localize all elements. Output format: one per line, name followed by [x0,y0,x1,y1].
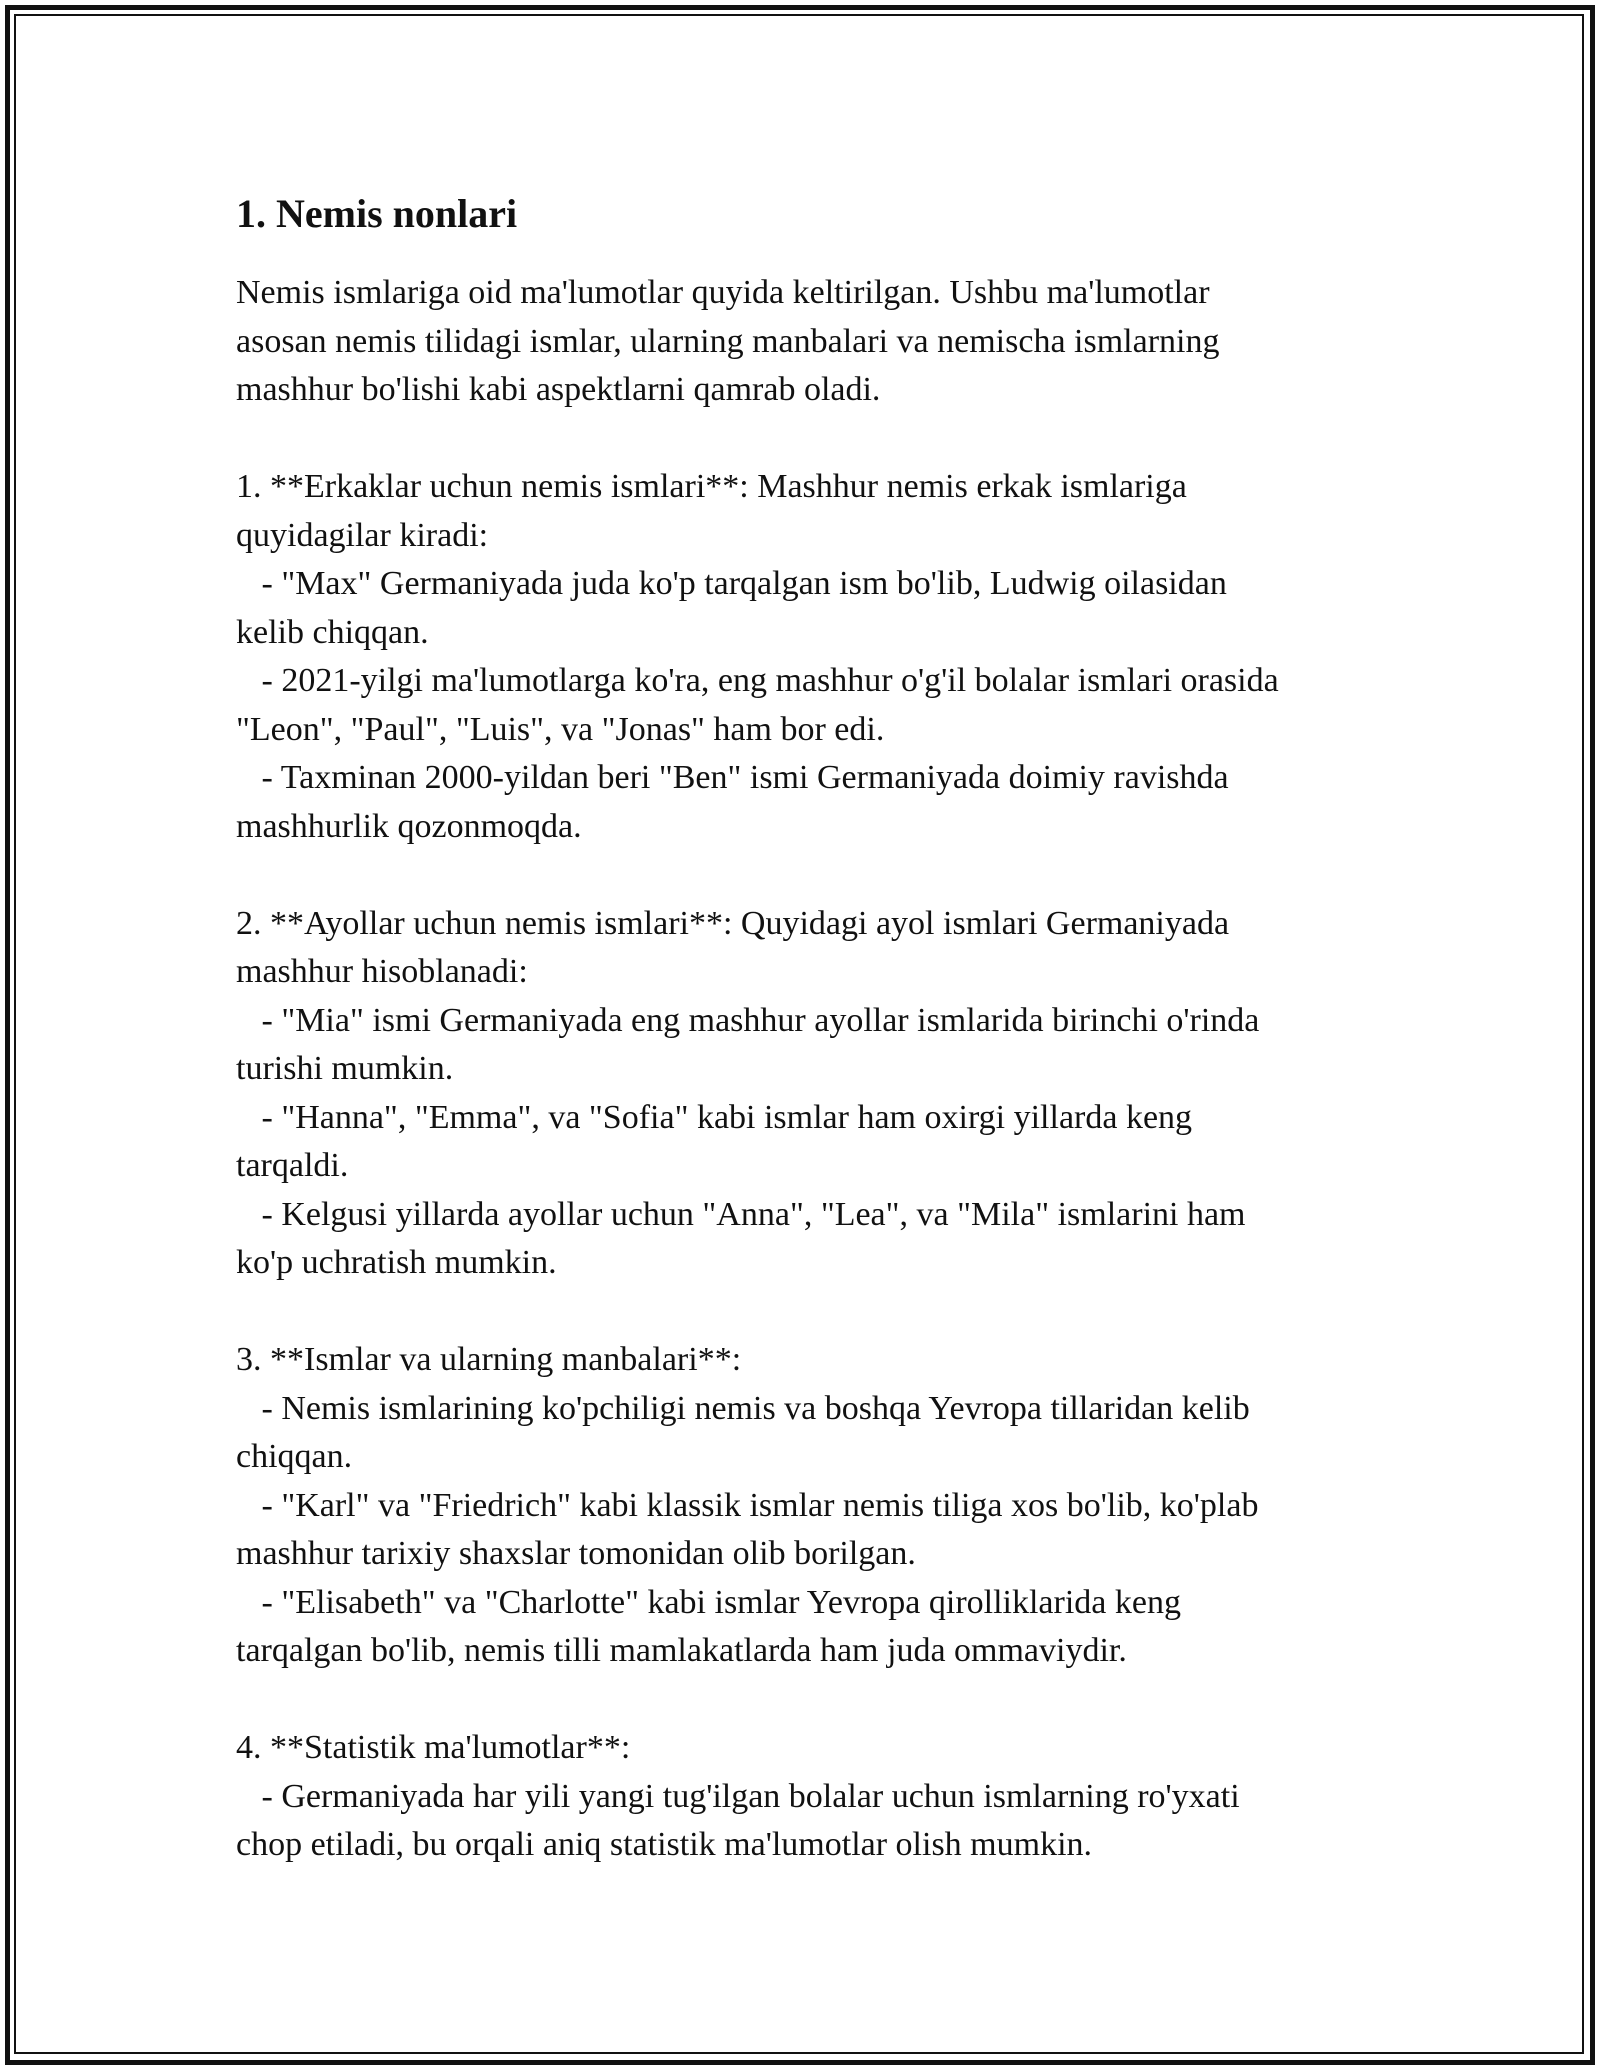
document-title: 1. Nemis nonlari [236,191,518,236]
document-content [236,186,1376,1870]
document-body: Nemis ismlariga oid ma'lumotlar quyida keltirilgan. Ushbu ma'lumotlar asosan nemis tilidagi ismlar, ularning manbalari va nemischa ismlarning mashhur bo'lishi kabi aspektlarni qamrab oladi. 1. **Erkaklar uchun nemis ismlari**: Mashhur nemis erkak ismlariga quyidagilar kiradi: - "Max" Germaniyada juda ko'p tarqalgan ism bo'lib, Ludwig oilasidan kelib chiqqan. - 2021-yilgi ma'lumotlarga ko'ra, eng mashhur o'g'il bolalar ismlari orasida "Leon", "Paul", "Luis", va "Jonas" ham bor edi. - Taxminan 2000-yildan beri "Ben" ismi Germaniyada doimiy ravishda mashhurlik qozonmoqda. 2. **Ayollar uchun nemis ismlari**: Quyidagi ayol ismlari Germaniyada mashhur hisoblanadi: - "Mia" ismi Germaniyada eng mashhur ayollar ismlarida birinchi o'rinda turishi mumkin. - "Hanna", "Emma", va "Sofia" kabi ismlar ham oxirgi yillarda keng tarqaldi. - Kelgusi yillarda ayollar uchun "Anna", "Lea", va "Mila" ismlarini ham ko'p uchratish mumkin. 3. **Ismlar va ularning manbalari**: - Nemis ismlarining ko'pchiligi nemis va boshqa Yevropa tillaridan kelib chiqqan. - "Karl" va "Friedrich" kabi klassik ismlar nemis tiliga xos bo'lib, ko'plab mashhur tarixiy shaxslar tomonidan olib borilgan. - "Elisabeth" va "Charlotte" kabi ismlar Yevropa qirolliklarida keng tarqalgan bo'lib, nemis tilli mamlakatlarda ham juda ommaviydir. 4. **Statistik ma'lumotlar**: - Germaniyada har yili yangi tug'ilgan bolalar uchun ismlarning ro'yxati chop etiladi, bu orqali aniq statistik ma'lumotlar olish mumkin. [236,274,1279,1863]
